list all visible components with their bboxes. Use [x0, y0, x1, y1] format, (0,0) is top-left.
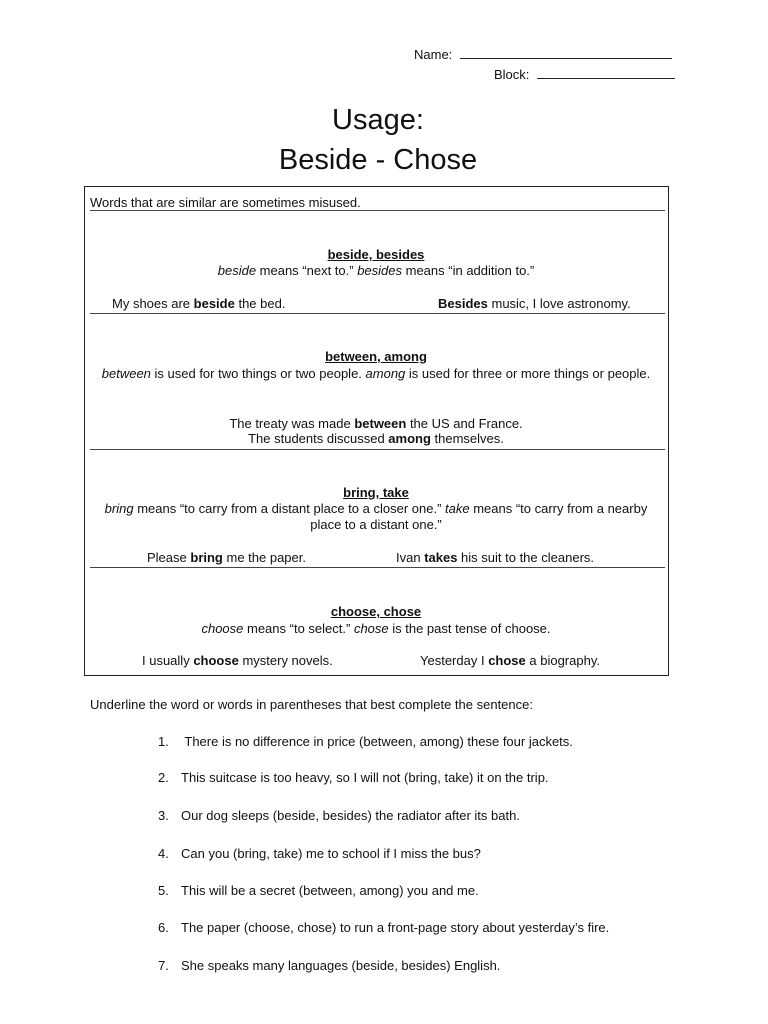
question-item[interactable] — [158, 846, 481, 861]
question-text: She speaks many languages (beside, besides) English. — [181, 958, 501, 973]
example-choose: I usually choose mystery novels. — [142, 653, 333, 668]
example-bring: Please bring me the paper. — [147, 550, 306, 565]
divider — [90, 449, 665, 450]
question-number: 1. — [158, 734, 169, 749]
question-text: This will be a secret (between, among) you and me. — [181, 883, 479, 898]
example-take: Ivan takes his suit to the cleaners. — [396, 550, 595, 565]
page-title-line2: Beside - Chose — [278, 144, 478, 176]
example-between: The treaty was made between the US and France. — [229, 416, 523, 431]
question-item[interactable] — [158, 920, 609, 935]
section-definition-bring: bring means “to carry from a distant place to a closer one.” take means “to carry from a nearby place to a distant one.” — [104, 501, 648, 532]
divider — [90, 313, 665, 314]
question-number: 5. — [158, 883, 169, 898]
section-definition-beside: beside means “next to.” besides means “in addition to.” — [217, 263, 535, 278]
question-item[interactable] — [158, 734, 573, 749]
block-blank-line[interactable] — [537, 66, 675, 79]
example-chose: Yesterday I chose a biography. — [420, 653, 600, 668]
section-heading-between: between, among — [325, 349, 427, 364]
example-among: The students discussed among themselves. — [248, 431, 504, 446]
question-number: 4. — [158, 846, 169, 861]
question-item[interactable] — [158, 770, 549, 785]
block-label: Block: — [494, 67, 530, 82]
question-item[interactable] — [158, 958, 500, 973]
exercise-instructions: Underline the word or words in parentheses that best complete the sentence: — [90, 697, 533, 712]
name-label: Name: — [414, 47, 453, 62]
question-text: This suitcase is too heavy, so I will not (bring, take) it on the trip. — [181, 770, 549, 785]
example-besides: Besides music, I love astronomy. — [438, 296, 631, 311]
section-heading-bring: bring, take — [343, 485, 409, 500]
question-text: The paper (choose, chose) to run a front-page story about yesterday’s fire. — [181, 920, 610, 935]
example-beside: My shoes are beside the bed. — [112, 296, 286, 311]
section-definition-choose: choose means “to select.” chose is the past tense of choose. — [201, 621, 551, 636]
name-field-row — [414, 46, 672, 62]
page-title-line1: Usage: — [332, 104, 424, 136]
block-field-row — [494, 66, 675, 82]
section-definition-between: between is used for two things or two people. among is used for three or more things or people. — [101, 366, 651, 381]
box-intro: Words that are similar are sometimes misused. — [90, 195, 361, 210]
divider — [90, 210, 665, 211]
question-item[interactable] — [158, 883, 479, 898]
question-number: 2. — [158, 770, 169, 785]
name-blank-line[interactable] — [460, 46, 672, 59]
question-number: 7. — [158, 958, 169, 973]
question-text: Our dog sleeps (beside, besides) the radiator after its bath. — [181, 808, 520, 823]
question-number: 6. — [158, 920, 169, 935]
question-text: There is no difference in price (between, among) these four jackets. — [181, 734, 573, 749]
section-heading-choose: choose, chose — [330, 604, 422, 619]
divider — [90, 567, 665, 568]
question-number: 3. — [158, 808, 169, 823]
question-text: Can you (bring, take) me to school if I miss the bus? — [181, 846, 481, 861]
question-item[interactable] — [158, 808, 520, 823]
usage-definitions-box — [84, 186, 669, 676]
section-heading-beside: beside, besides — [327, 247, 425, 262]
